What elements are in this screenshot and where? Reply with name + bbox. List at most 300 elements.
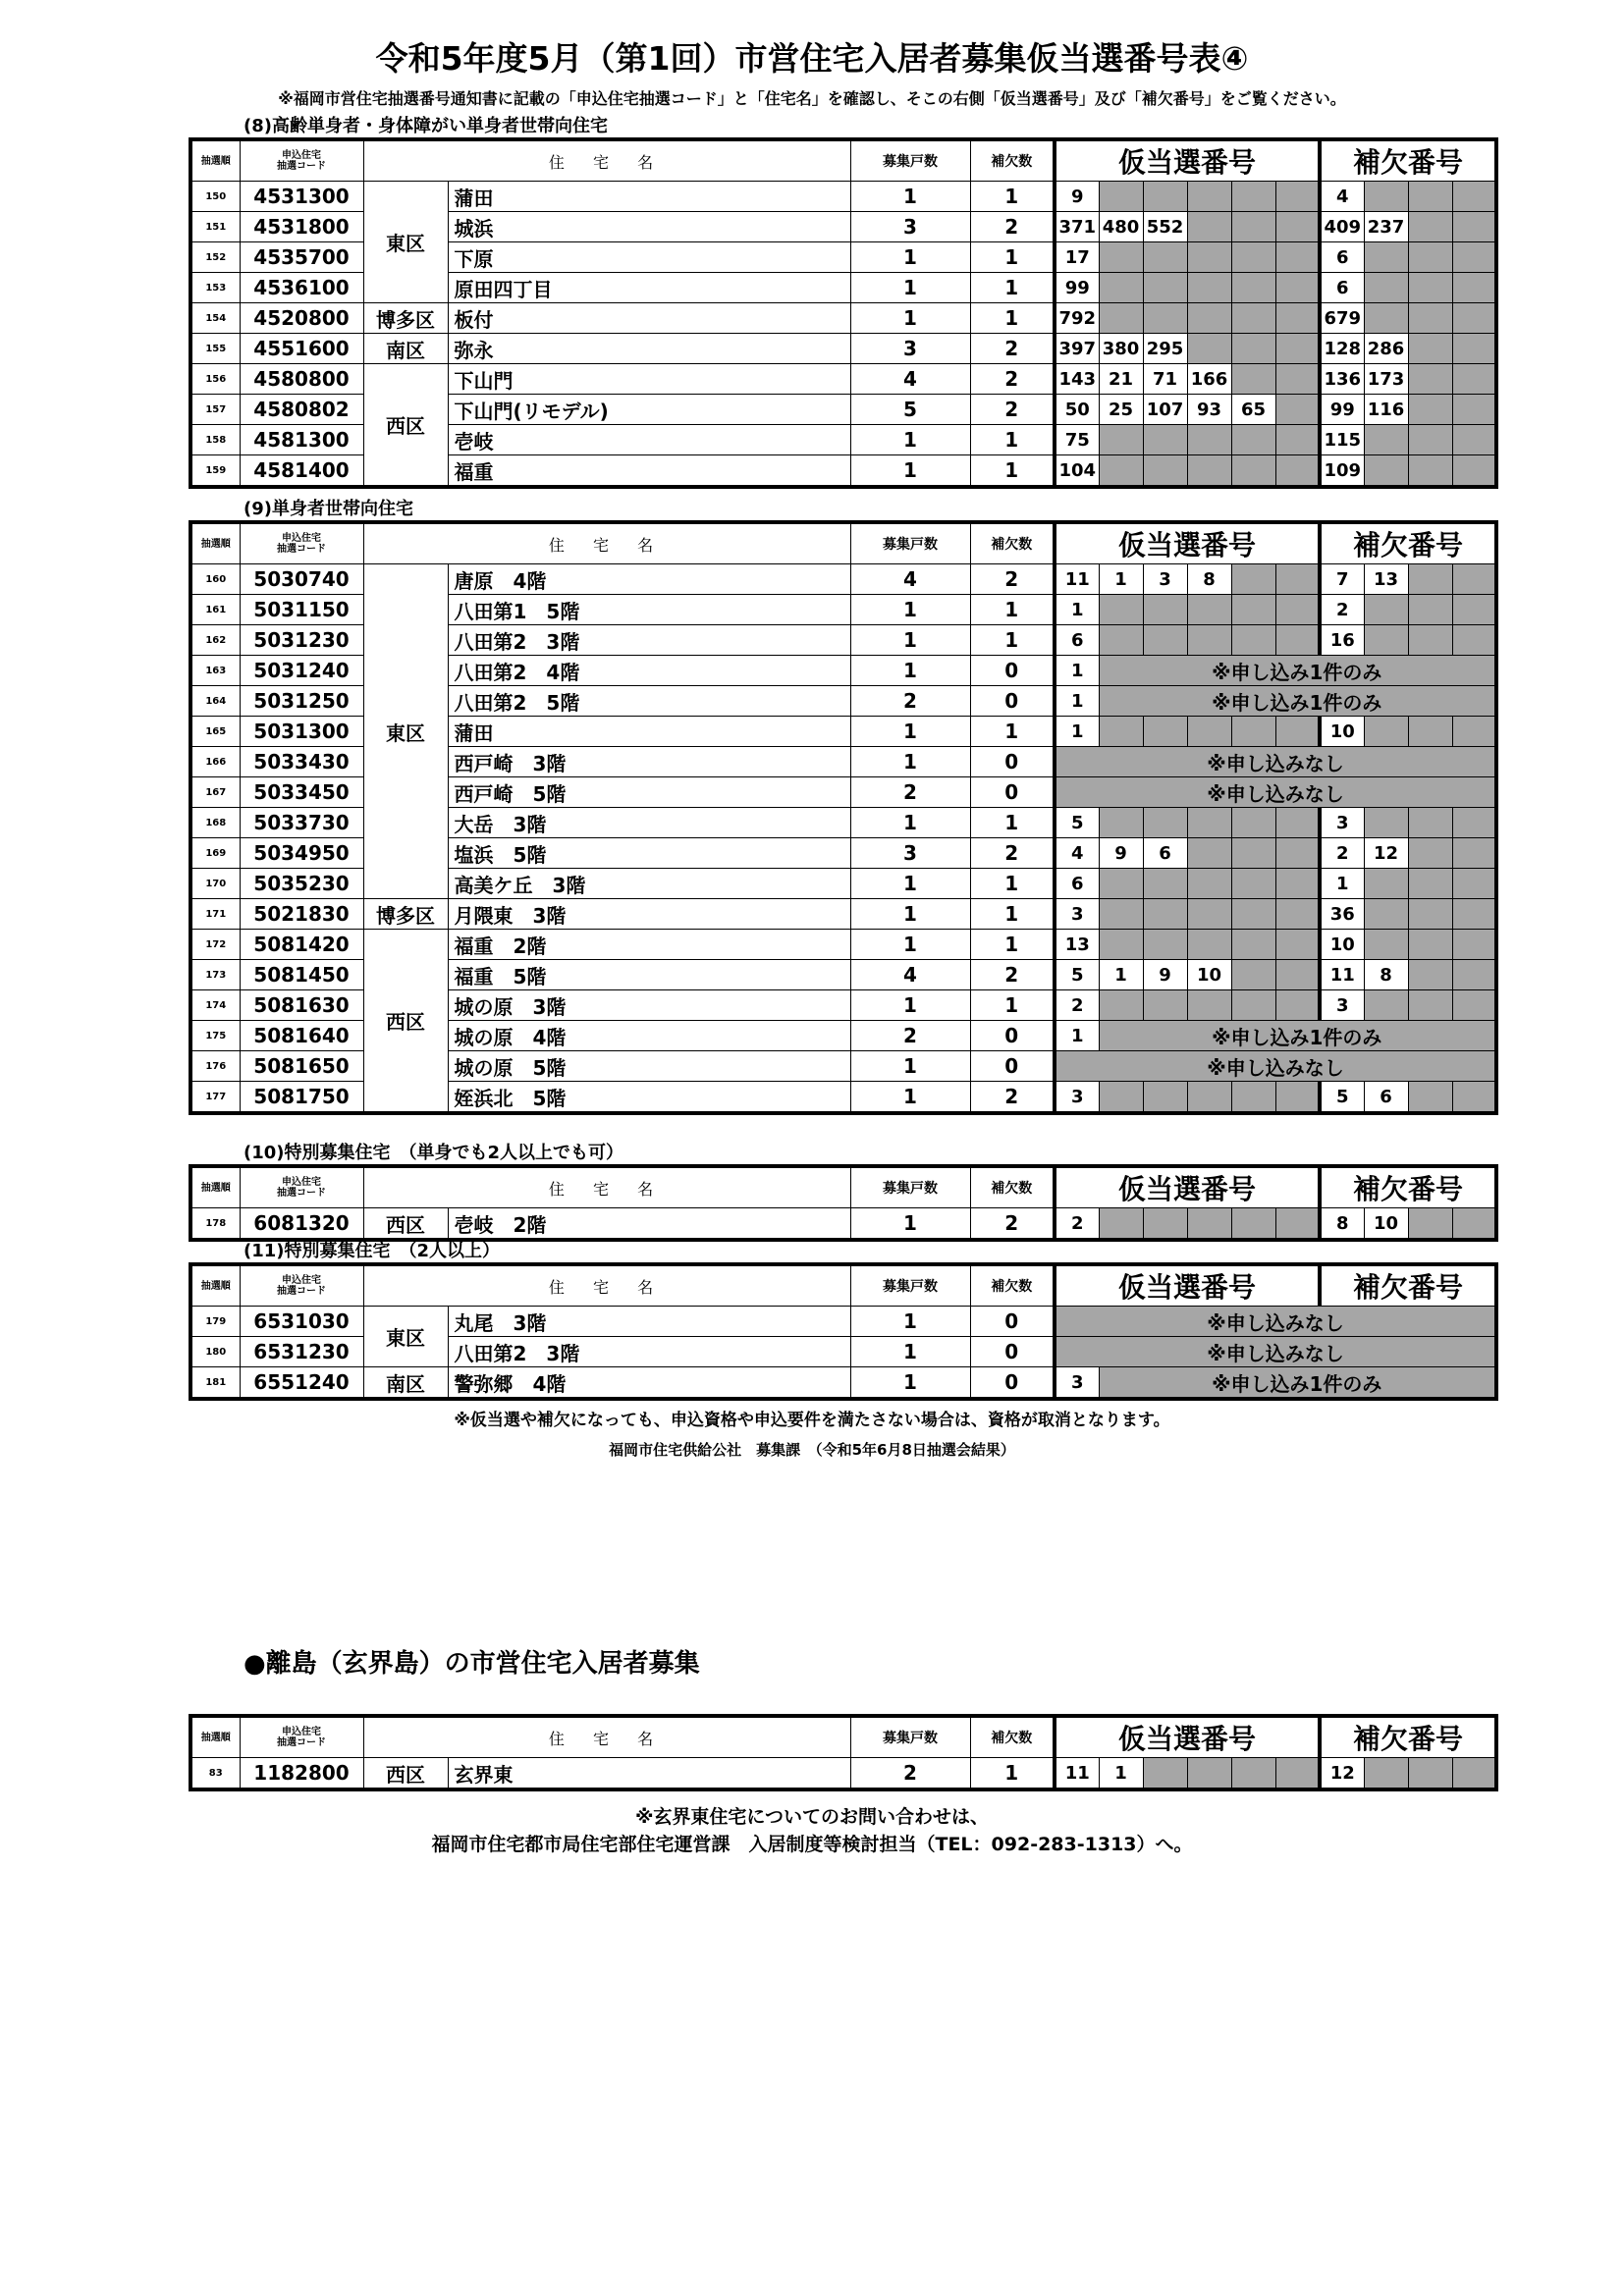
- housing-name: 大岳 3階: [448, 808, 850, 838]
- housing-name: 八田第2 5階: [448, 686, 850, 717]
- lottery-code: 5021830: [240, 899, 363, 930]
- empty-slot: [1143, 625, 1187, 656]
- lottery-code: 4535700: [240, 242, 363, 273]
- single-application-note: ※申し込み1件のみ: [1099, 1367, 1496, 1400]
- empty-slot: [1452, 242, 1496, 273]
- winning-number: 3: [1055, 899, 1099, 930]
- housing-name: 板付: [448, 303, 850, 334]
- empty-slot: [1364, 303, 1408, 334]
- header-reserve-numbers: 補欠番号: [1320, 139, 1496, 182]
- header-code-line1: 申込住宅: [282, 533, 321, 544]
- disqualification-note: ※仮当選や補欠になっても、申込資格や申込要件を満たさない場合は、資格が取消となります。: [454, 1411, 1170, 1430]
- winning-number: 65: [1231, 395, 1275, 425]
- table-row: [190, 1307, 1496, 1337]
- island-contact-detail: 福岡市住宅都市局住宅部住宅運営課 入居制度等検討担当（TEL：092-283-1313）へ。: [431, 1834, 1193, 1855]
- reserve-count: 2: [970, 838, 1055, 869]
- unit-count: 1: [850, 717, 970, 747]
- winning-number: 9: [1055, 182, 1099, 212]
- header-row: [190, 522, 1496, 564]
- reserve-number: 5: [1320, 1082, 1364, 1114]
- housing-name: 西戸崎 5階: [448, 777, 850, 808]
- empty-slot: [1231, 212, 1275, 242]
- winning-number: 1: [1099, 564, 1143, 595]
- empty-slot: [1187, 1208, 1231, 1241]
- reserve-count: 1: [970, 869, 1055, 899]
- reserve-count: 1: [970, 717, 1055, 747]
- lottery-order: 157: [190, 395, 240, 425]
- reserve-number: 8: [1364, 960, 1408, 990]
- empty-slot: [1099, 869, 1143, 899]
- empty-slot: [1099, 899, 1143, 930]
- section-table: [189, 137, 1498, 489]
- reserve-count: 1: [970, 455, 1055, 488]
- single-application-note: ※申し込み1件のみ: [1099, 656, 1496, 686]
- reserve-number: 115: [1320, 425, 1364, 455]
- lottery-order: 166: [190, 747, 240, 777]
- reserve-number: 12: [1320, 1758, 1364, 1790]
- empty-slot: [1275, 625, 1320, 656]
- empty-slot: [1099, 808, 1143, 838]
- unit-count: 3: [850, 212, 970, 242]
- header-code-line1: 申込住宅: [282, 1727, 321, 1737]
- housing-name: 福重 5階: [448, 960, 850, 990]
- empty-slot: [1187, 1758, 1231, 1790]
- lottery-code: 6531230: [240, 1337, 363, 1367]
- section-table: [189, 1164, 1498, 1242]
- reserve-number: 7: [1320, 564, 1364, 595]
- lottery-code: 4520800: [240, 303, 363, 334]
- lottery-order: 175: [190, 1021, 240, 1051]
- winning-number: 371: [1055, 212, 1099, 242]
- unit-count: 1: [850, 303, 970, 334]
- lottery-order: 155: [190, 334, 240, 364]
- empty-slot: [1408, 182, 1452, 212]
- empty-slot: [1275, 1082, 1320, 1114]
- lottery-order: 160: [190, 564, 240, 595]
- empty-slot: [1452, 1758, 1496, 1790]
- empty-slot: [1275, 869, 1320, 899]
- empty-slot: [1187, 425, 1231, 455]
- reserve-number: 409: [1320, 212, 1364, 242]
- empty-slot: [1364, 182, 1408, 212]
- organization-note: 福岡市住宅供給公社 募集課 （令和5年6月8日抽選会結果）: [609, 1441, 1015, 1459]
- empty-slot: [1231, 808, 1275, 838]
- lottery-order: 170: [190, 869, 240, 899]
- reserve-count: 2: [970, 334, 1055, 364]
- empty-slot: [1187, 455, 1231, 488]
- empty-slot: [1408, 869, 1452, 899]
- housing-name: 福重: [448, 455, 850, 488]
- header-winning-numbers: 仮当選番号: [1055, 1716, 1320, 1758]
- empty-slot: [1099, 1208, 1143, 1241]
- lottery-order: 180: [190, 1337, 240, 1367]
- empty-slot: [1231, 930, 1275, 960]
- header-winning-numbers: 仮当選番号: [1055, 522, 1320, 564]
- reserve-number: 6: [1320, 242, 1364, 273]
- empty-slot: [1275, 990, 1320, 1021]
- empty-slot: [1452, 990, 1496, 1021]
- island-lottery-table: [189, 1714, 1498, 1791]
- empty-slot: [1364, 242, 1408, 273]
- table-row: [190, 334, 1496, 364]
- lottery-order: 83: [190, 1758, 240, 1790]
- winning-number: 380: [1099, 334, 1143, 364]
- header-lottery-no: 抽選順: [190, 1166, 240, 1208]
- lottery-order: 176: [190, 1051, 240, 1082]
- reserve-number: 2: [1320, 838, 1364, 869]
- reserve-count: 2: [970, 364, 1055, 395]
- empty-slot: [1408, 595, 1452, 625]
- empty-slot: [1364, 930, 1408, 960]
- empty-slot: [1143, 899, 1187, 930]
- lottery-order: 156: [190, 364, 240, 395]
- table-row: [190, 1367, 1496, 1400]
- empty-slot: [1364, 1758, 1408, 1790]
- housing-name: 姪浜北 5階: [448, 1082, 850, 1114]
- header-reserve-numbers: 補欠番号: [1320, 1264, 1496, 1307]
- reserve-number: 173: [1364, 364, 1408, 395]
- empty-slot: [1099, 455, 1143, 488]
- reserve-count: 0: [970, 1337, 1055, 1367]
- header-code: [240, 1166, 363, 1208]
- empty-slot: [1408, 899, 1452, 930]
- lottery-order: 154: [190, 303, 240, 334]
- empty-slot: [1143, 242, 1187, 273]
- header-lottery-no: 抽選順: [190, 139, 240, 182]
- winning-number: 3: [1143, 564, 1187, 595]
- header-lottery-no: 抽選順: [190, 522, 240, 564]
- header-lottery-no: 抽選順: [190, 1716, 240, 1758]
- housing-name: 城の原 4階: [448, 1021, 850, 1051]
- empty-slot: [1408, 717, 1452, 747]
- reserve-count: 1: [970, 930, 1055, 960]
- reserve-number: 2: [1320, 595, 1364, 625]
- lottery-order: 173: [190, 960, 240, 990]
- unit-count: 4: [850, 960, 970, 990]
- empty-slot: [1187, 808, 1231, 838]
- winning-number: 1: [1055, 717, 1099, 747]
- lottery-order: 153: [190, 273, 240, 303]
- winning-number: 5: [1055, 960, 1099, 990]
- unit-count: 5: [850, 395, 970, 425]
- lottery-order: 158: [190, 425, 240, 455]
- header-units: 募集戸数: [850, 139, 970, 182]
- reserve-count: 1: [970, 1758, 1055, 1790]
- winning-number: 143: [1055, 364, 1099, 395]
- winning-number: 71: [1143, 364, 1187, 395]
- lottery-code: 6531030: [240, 1307, 363, 1337]
- reserve-number: 3: [1320, 990, 1364, 1021]
- empty-slot: [1187, 1082, 1231, 1114]
- empty-slot: [1187, 182, 1231, 212]
- lottery-code: 5031300: [240, 717, 363, 747]
- winning-number: 5: [1055, 808, 1099, 838]
- winning-number: 11: [1055, 1758, 1099, 1790]
- reserve-count: 0: [970, 747, 1055, 777]
- reserve-count: 0: [970, 656, 1055, 686]
- lottery-code: 5081450: [240, 960, 363, 990]
- table-row: [190, 1208, 1496, 1241]
- empty-slot: [1187, 838, 1231, 869]
- empty-slot: [1452, 395, 1496, 425]
- empty-slot: [1187, 303, 1231, 334]
- winning-number: 9: [1143, 960, 1187, 990]
- section-table: [189, 520, 1498, 1115]
- unit-count: 1: [850, 747, 970, 777]
- header-reserve-count: 補欠数: [970, 1264, 1055, 1307]
- unit-count: 1: [850, 1307, 970, 1337]
- lottery-code: 1182800: [240, 1758, 363, 1790]
- lottery-code: 5081750: [240, 1082, 363, 1114]
- empty-slot: [1143, 1082, 1187, 1114]
- empty-slot: [1275, 212, 1320, 242]
- ward: 南区: [363, 334, 448, 364]
- unit-count: 1: [850, 1337, 970, 1367]
- empty-slot: [1275, 455, 1320, 488]
- housing-name: 丸尾 3階: [448, 1307, 850, 1337]
- reserve-count: 0: [970, 1307, 1055, 1337]
- reserve-count: 0: [970, 1021, 1055, 1051]
- reserve-count: 1: [970, 273, 1055, 303]
- lottery-code: 5031240: [240, 656, 363, 686]
- empty-slot: [1231, 1758, 1275, 1790]
- lottery-order: 179: [190, 1307, 240, 1337]
- lottery-code: 5033450: [240, 777, 363, 808]
- lottery-code: 6081320: [240, 1208, 363, 1241]
- winning-number: 3: [1055, 1367, 1099, 1400]
- header-units: 募集戸数: [850, 1166, 970, 1208]
- empty-slot: [1187, 930, 1231, 960]
- header-units: 募集戸数: [850, 1716, 970, 1758]
- reserve-count: 1: [970, 242, 1055, 273]
- empty-slot: [1187, 212, 1231, 242]
- lottery-order: 168: [190, 808, 240, 838]
- empty-slot: [1275, 899, 1320, 930]
- table-row: [190, 364, 1496, 395]
- empty-slot: [1099, 1082, 1143, 1114]
- empty-slot: [1231, 1208, 1275, 1241]
- empty-slot: [1099, 273, 1143, 303]
- empty-slot: [1452, 808, 1496, 838]
- empty-slot: [1364, 455, 1408, 488]
- header-reserve-count: 補欠数: [970, 139, 1055, 182]
- empty-slot: [1275, 425, 1320, 455]
- ward: 博多区: [363, 303, 448, 334]
- winning-number: 1: [1055, 595, 1099, 625]
- unit-count: 2: [850, 686, 970, 717]
- empty-slot: [1231, 960, 1275, 990]
- header-units: 募集戸数: [850, 522, 970, 564]
- ward: 西区: [363, 1208, 448, 1241]
- empty-slot: [1364, 990, 1408, 1021]
- winning-number: 13: [1055, 930, 1099, 960]
- housing-name: 唐原 4階: [448, 564, 850, 595]
- lottery-code: 5031230: [240, 625, 363, 656]
- header-housing-name: 住 宅 名: [363, 522, 850, 564]
- winning-number: 3: [1055, 1082, 1099, 1114]
- empty-slot: [1187, 242, 1231, 273]
- empty-slot: [1187, 625, 1231, 656]
- lottery-code: 4531300: [240, 182, 363, 212]
- header-code: [240, 522, 363, 564]
- winning-number: 21: [1099, 364, 1143, 395]
- reserve-number: 10: [1320, 717, 1364, 747]
- empty-slot: [1408, 1082, 1452, 1114]
- reserve-number: 286: [1364, 334, 1408, 364]
- no-application-note: ※申し込みなし: [1055, 1307, 1496, 1337]
- housing-name: 弥永: [448, 334, 850, 364]
- housing-name: 八田第2 3階: [448, 1337, 850, 1367]
- reserve-count: 1: [970, 303, 1055, 334]
- empty-slot: [1187, 899, 1231, 930]
- empty-slot: [1364, 899, 1408, 930]
- winning-number: 99: [1055, 273, 1099, 303]
- empty-slot: [1099, 303, 1143, 334]
- lottery-order: 152: [190, 242, 240, 273]
- header-winning-numbers: 仮当選番号: [1055, 1264, 1320, 1307]
- empty-slot: [1408, 334, 1452, 364]
- no-application-note: ※申し込みなし: [1055, 1051, 1496, 1082]
- lottery-code: 5030740: [240, 564, 363, 595]
- lottery-order: 165: [190, 717, 240, 747]
- empty-slot: [1143, 303, 1187, 334]
- island-contact-note: ※玄界東住宅についてのお問い合わせは、: [634, 1806, 990, 1828]
- lottery-order: 151: [190, 212, 240, 242]
- header-housing-name: 住 宅 名: [363, 1716, 850, 1758]
- empty-slot: [1408, 455, 1452, 488]
- reserve-number: 237: [1364, 212, 1408, 242]
- header-housing-name: 住 宅 名: [363, 1264, 850, 1307]
- header-reserve-numbers: 補欠番号: [1320, 1716, 1496, 1758]
- reserve-count: 1: [970, 625, 1055, 656]
- reserve-count: 0: [970, 1051, 1055, 1082]
- header-row: [190, 1264, 1496, 1307]
- empty-slot: [1275, 303, 1320, 334]
- table-row: [190, 303, 1496, 334]
- reserve-number: 11: [1320, 960, 1364, 990]
- reserve-count: 0: [970, 1367, 1055, 1400]
- header-code-line2: 抽選コード: [277, 1286, 326, 1297]
- housing-name: 西戸崎 3階: [448, 747, 850, 777]
- empty-slot: [1364, 717, 1408, 747]
- unit-count: 2: [850, 777, 970, 808]
- empty-slot: [1143, 930, 1187, 960]
- empty-slot: [1275, 364, 1320, 395]
- winning-number: 6: [1143, 838, 1187, 869]
- header-code: [240, 1716, 363, 1758]
- empty-slot: [1231, 364, 1275, 395]
- housing-name: 壱岐: [448, 425, 850, 455]
- winning-number: 166: [1187, 364, 1231, 395]
- unit-count: 1: [850, 656, 970, 686]
- empty-slot: [1408, 303, 1452, 334]
- unit-count: 1: [850, 990, 970, 1021]
- reserve-number: 12: [1364, 838, 1408, 869]
- header-row: [190, 1716, 1496, 1758]
- empty-slot: [1408, 364, 1452, 395]
- housing-name: 城浜: [448, 212, 850, 242]
- reserve-number: 10: [1364, 1208, 1408, 1241]
- reserve-number: 4: [1320, 182, 1364, 212]
- winning-number: 6: [1055, 869, 1099, 899]
- unit-count: 3: [850, 838, 970, 869]
- header-reserve-numbers: 補欠番号: [1320, 1166, 1496, 1208]
- lottery-code: 6551240: [240, 1367, 363, 1400]
- housing-name: 原田四丁目: [448, 273, 850, 303]
- page-title: 令和5年度5月（第1回）市営住宅入居者募集仮当選番号表④: [375, 39, 1249, 78]
- winning-number: 2: [1055, 1208, 1099, 1241]
- unit-count: 1: [850, 625, 970, 656]
- empty-slot: [1143, 717, 1187, 747]
- single-application-note: ※申し込み1件のみ: [1099, 686, 1496, 717]
- reserve-number: 10: [1320, 930, 1364, 960]
- reserve-number: 128: [1320, 334, 1364, 364]
- winning-number: 104: [1055, 455, 1099, 488]
- lottery-code: 5031250: [240, 686, 363, 717]
- empty-slot: [1275, 717, 1320, 747]
- empty-slot: [1099, 595, 1143, 625]
- unit-count: 1: [850, 869, 970, 899]
- unit-count: 1: [850, 595, 970, 625]
- empty-slot: [1452, 717, 1496, 747]
- unit-count: 1: [850, 1051, 970, 1082]
- empty-slot: [1408, 425, 1452, 455]
- empty-slot: [1408, 1758, 1452, 1790]
- ward: 西区: [363, 1758, 448, 1790]
- unit-count: 1: [850, 808, 970, 838]
- winning-number: 552: [1143, 212, 1187, 242]
- empty-slot: [1231, 1082, 1275, 1114]
- section-label: (10)特別募集住宅 （単身でも2人以上でも可）: [244, 1143, 624, 1163]
- empty-slot: [1231, 838, 1275, 869]
- winning-number: 8: [1187, 564, 1231, 595]
- empty-slot: [1408, 808, 1452, 838]
- housing-name: 蒲田: [448, 717, 850, 747]
- housing-name: 警弥郷 4階: [448, 1367, 850, 1400]
- lottery-code: 5034950: [240, 838, 363, 869]
- empty-slot: [1231, 990, 1275, 1021]
- empty-slot: [1408, 242, 1452, 273]
- empty-slot: [1408, 273, 1452, 303]
- unit-count: 4: [850, 564, 970, 595]
- empty-slot: [1364, 869, 1408, 899]
- empty-slot: [1452, 1208, 1496, 1241]
- empty-slot: [1143, 990, 1187, 1021]
- empty-slot: [1231, 717, 1275, 747]
- single-application-note: ※申し込み1件のみ: [1099, 1021, 1496, 1051]
- lottery-order: 162: [190, 625, 240, 656]
- empty-slot: [1364, 595, 1408, 625]
- table-row: [190, 899, 1496, 930]
- housing-name: 城の原 5階: [448, 1051, 850, 1082]
- housing-name: 月隈東 3階: [448, 899, 850, 930]
- no-application-note: ※申し込みなし: [1055, 777, 1496, 808]
- winning-number: 397: [1055, 334, 1099, 364]
- reserve-number: 99: [1320, 395, 1364, 425]
- lottery-code: 4580802: [240, 395, 363, 425]
- unit-count: 1: [850, 930, 970, 960]
- housing-name: 高美ケ丘 3階: [448, 869, 850, 899]
- no-application-note: ※申し込みなし: [1055, 1337, 1496, 1367]
- empty-slot: [1408, 212, 1452, 242]
- housing-name: 八田第1 5階: [448, 595, 850, 625]
- header-reserve-count: 補欠数: [970, 1166, 1055, 1208]
- empty-slot: [1099, 625, 1143, 656]
- housing-name: 下原: [448, 242, 850, 273]
- winning-number: 10: [1187, 960, 1231, 990]
- empty-slot: [1099, 425, 1143, 455]
- housing-name: 福重 2階: [448, 930, 850, 960]
